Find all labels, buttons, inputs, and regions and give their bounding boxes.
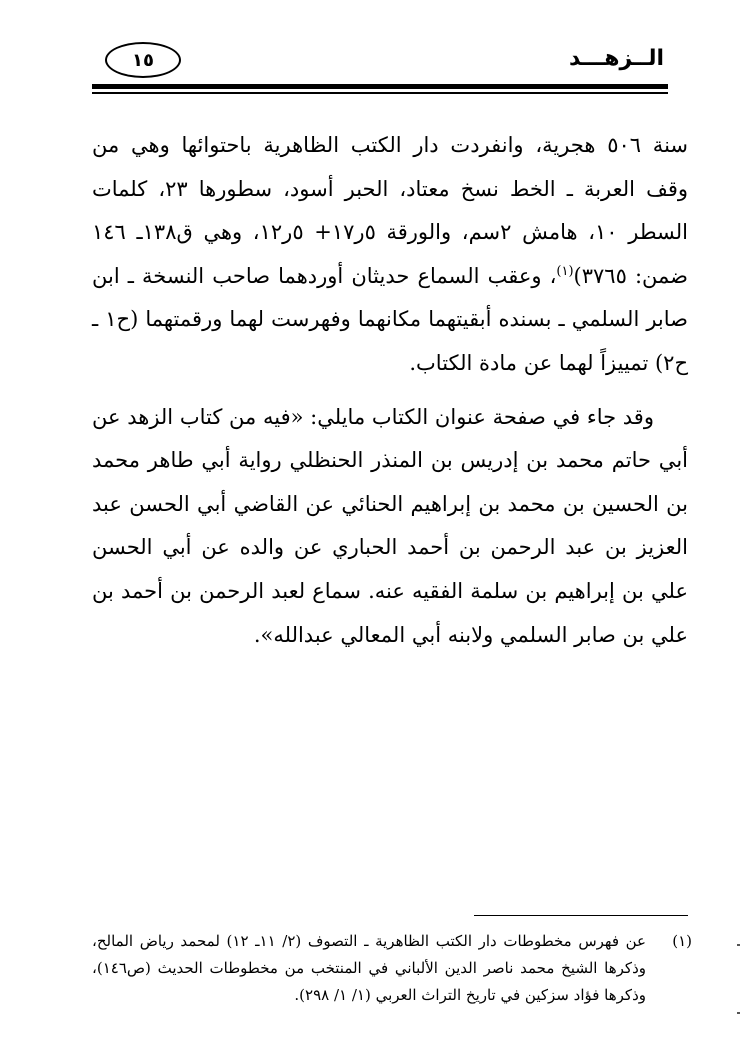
page-header: [0, 0, 746, 100]
header-rule-thick: [92, 84, 668, 89]
footnote: [92, 928, 692, 1009]
main-text: [92, 124, 688, 657]
header-rule-thin: [92, 92, 668, 94]
scan-mark: [737, 1012, 740, 1014]
page-number: ١٥: [105, 42, 181, 78]
footnote-text: عن فهرس مخطوطات دار الكتب الظاهرية ـ التصوف (٢/ ١١ـ ١٢) لمحمد رياض المالح، وذكرها الشيخ محمد ناصر الدين الألباني في المنتخب من مخطوطات الحديث (ص١٤٦)، وذكرها فؤاد سزكين في تاريخ التراث العربي (١/ ١/ ٢٩٨).: [92, 932, 646, 1004]
paragraph-1: [92, 124, 688, 386]
footnote-separator: [474, 915, 688, 916]
paragraph-2: وقد جاء في صفحة عنوان الكتاب مايلي: «فيه من كتاب الزهد عن أبي حاتم محمد بن إدريس بن المنذر الحنظلي رواية أبي طاهر محمد بن الحسين بن محمد بن إبراهيم الحنائي عن القاضي أبي الحسن عبد العزيز بن عبد الرحمن بن أحمد الحباري عن والده عن أبي الحسن علي بن إبراهيم بن سلمة الفقيه عنه. سماع لعبد الرحمن بن أحمد بن علي بن صابر السلمي ولابنه أبي المعالي عبدالله».: [92, 404, 688, 647]
footnote-reference[interactable]: (١): [556, 263, 574, 279]
running-title: الــزهـــد: [568, 46, 664, 71]
paragraph-1-continuation: ، وعقب السماع حديثان أوردهما صاحب النسخة ـ ابن صابر السلمي ـ بسنده أبقيتهما مكانهما وفهرست لهما ورقمتهما (ح١ ـ ح٢) تمييزاً لهما عن مادة الكتاب.: [92, 263, 689, 375]
footnote-number: (١): [672, 932, 692, 950]
paragraph-1-text: سنة ٥٠٦ هجرية، وانفردت دار الكتب الظاهرية باحتوائها وهي من وقف العربة ـ الخط نسخ معتاد، الحبر أسود، سطورها ٢٣، كلمات السطر ١٠، هامش ٢سم، والورقة ٥ر١٧+ ٥ر١٢، وهي ق١٣٨ـ ١٤٦ ضمن: ٣٧٦٥): [92, 133, 689, 288]
scan-mark: [737, 944, 740, 946]
